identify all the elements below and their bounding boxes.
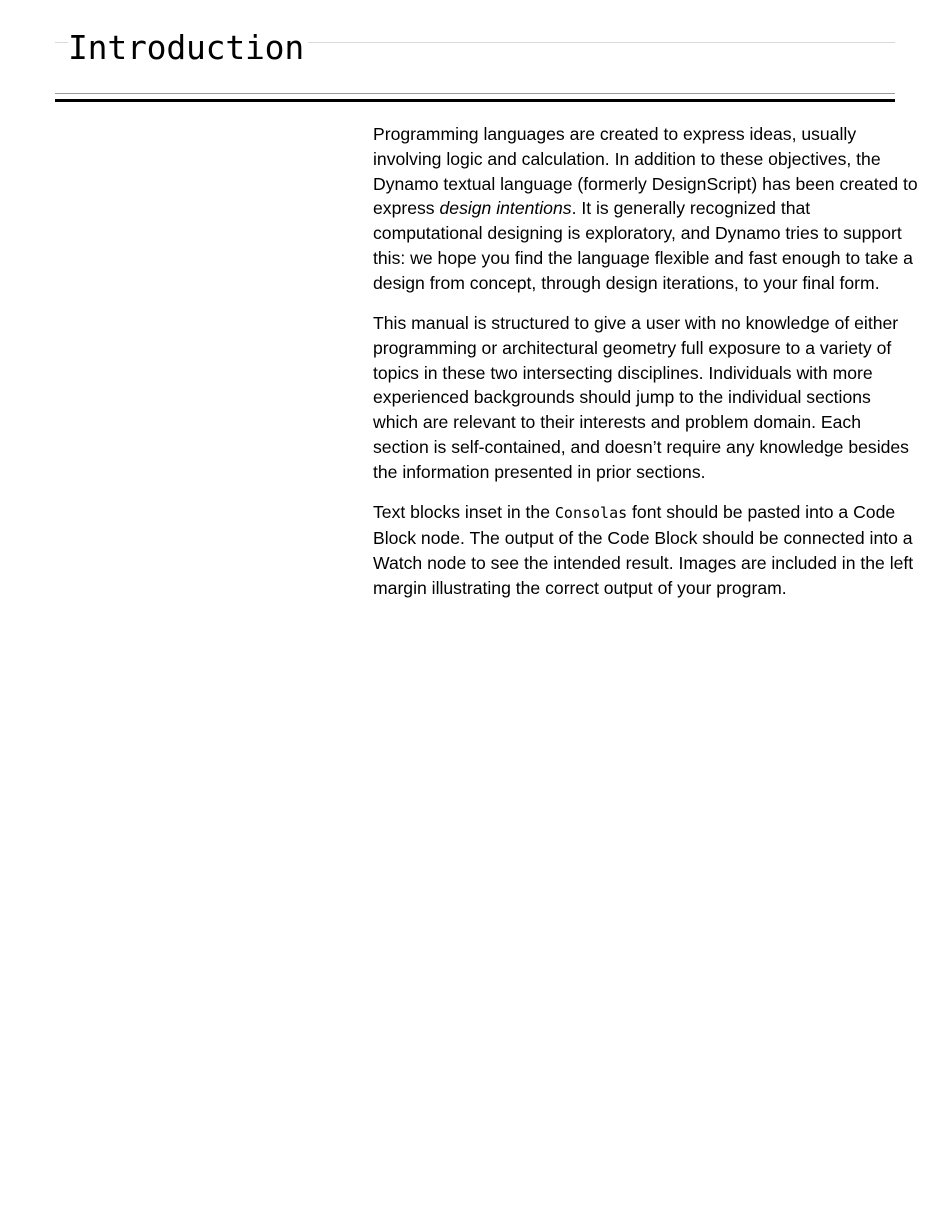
left-margin: [55, 110, 355, 1190]
page-title: Introduction: [68, 26, 308, 70]
paragraph-manual-structure: This manual is structured to give a user with no knowledge of either programming or architectural geometry full exposure to a variety of topics in these two intersecting disciplines. Individuals with more experienced backgrounds should jump to the individual sections which are relevant to their interests and problem domain. Each section is self-contained, and doesn’t require any knowledge besides the information presented in prior sections.: [373, 313, 909, 482]
inline-code-font-name: Consolas: [554, 504, 628, 523]
header-thick-rule: [55, 99, 895, 102]
paragraph-intro-before: Programming languages are created to express ideas, usually involving logic and calculation. In addition to these objectives, the Dynamo textual language (formerly DesignScript) has been created to express: [373, 124, 918, 219]
paragraph-code-before: Text blocks inset in the: [373, 502, 555, 523]
header-thin-rule: [55, 93, 895, 94]
emphasis-design-intentions: design intentions: [439, 198, 572, 219]
body-text: [373, 122, 918, 616]
paragraph-code-blocks: [373, 500, 918, 600]
paragraph-intro: [373, 122, 918, 296]
paragraph-code-after: font should be pasted into a Code Block node. The output of the Code Block should be connected into a Watch node to see the intended result. Images are included in the left margin illustrating the correct output of your program.: [373, 502, 914, 598]
paragraph-intro-after: . It is generally recognized that computational designing is exploratory, and Dynamo tries to support this: we hope you find the language flexible and fast enough to take a design from concept, through design iterations, to your final form.: [373, 198, 913, 293]
